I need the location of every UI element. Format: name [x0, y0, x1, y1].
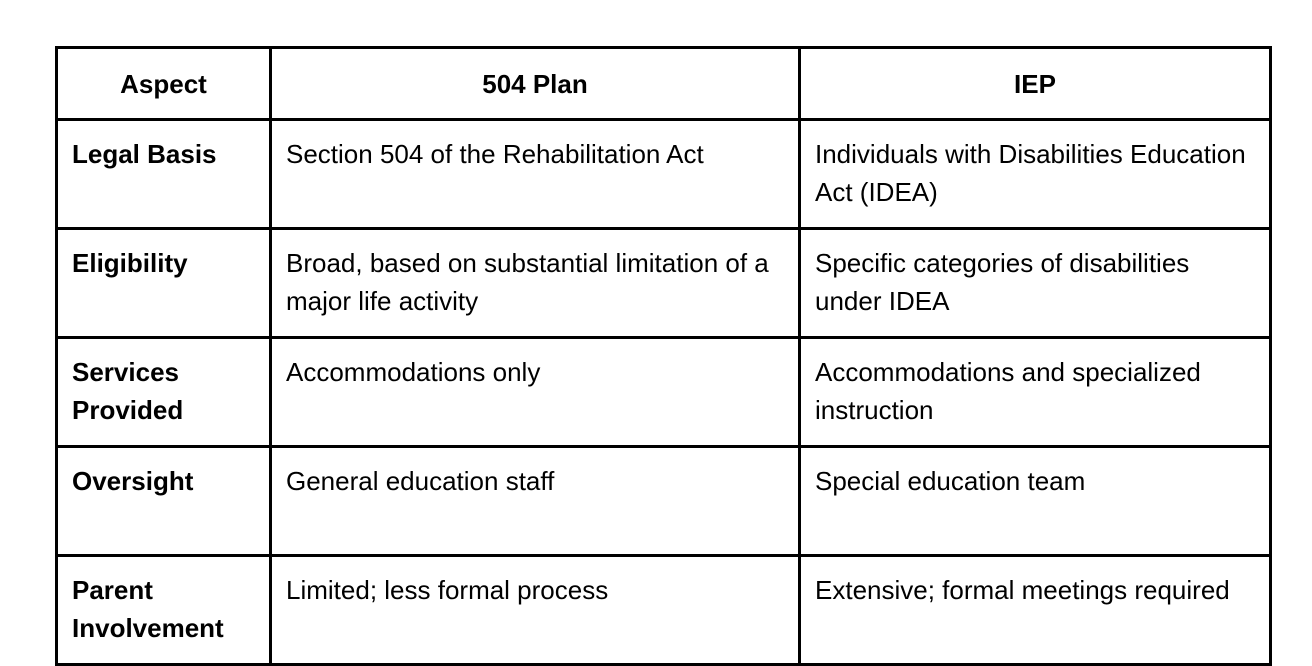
row-iep-cell: Special education team [800, 447, 1271, 556]
header-iep: IEP [800, 48, 1271, 120]
table-row [57, 338, 1271, 447]
row-aspect: Legal Basis [57, 120, 271, 229]
row-iep-cell: Accommodations and specialized instruction [800, 338, 1271, 447]
row-504-plan-cell: Broad, based on substantial limitation of a major life activity [271, 229, 800, 338]
table-row [57, 556, 1271, 665]
header-504-plan: 504 Plan [271, 48, 800, 120]
row-iep-cell: Individuals with Disabilities Education Act (IDEA) [800, 120, 1271, 229]
row-504-plan-cell: Section 504 of the Rehabilitation Act [271, 120, 800, 229]
row-aspect: Oversight [57, 447, 271, 556]
row-iep-cell: Extensive; formal meetings required [800, 556, 1271, 665]
table-row [57, 229, 1271, 338]
row-aspect: Parent Involvement [57, 556, 271, 665]
row-aspect: Services Provided [57, 338, 271, 447]
header-row [57, 48, 1271, 120]
table-row [57, 120, 1271, 229]
row-504-plan-cell: Accommodations only [271, 338, 800, 447]
row-iep-cell: Specific categories of disabilities under IDEA [800, 229, 1271, 338]
row-504-plan-cell: Limited; less formal process [271, 556, 800, 665]
row-504-plan-cell: General education staff [271, 447, 800, 556]
row-aspect: Eligibility [57, 229, 271, 338]
table-row [57, 447, 1271, 556]
header-aspect: Aspect [57, 48, 271, 120]
comparison-table [55, 46, 1272, 666]
